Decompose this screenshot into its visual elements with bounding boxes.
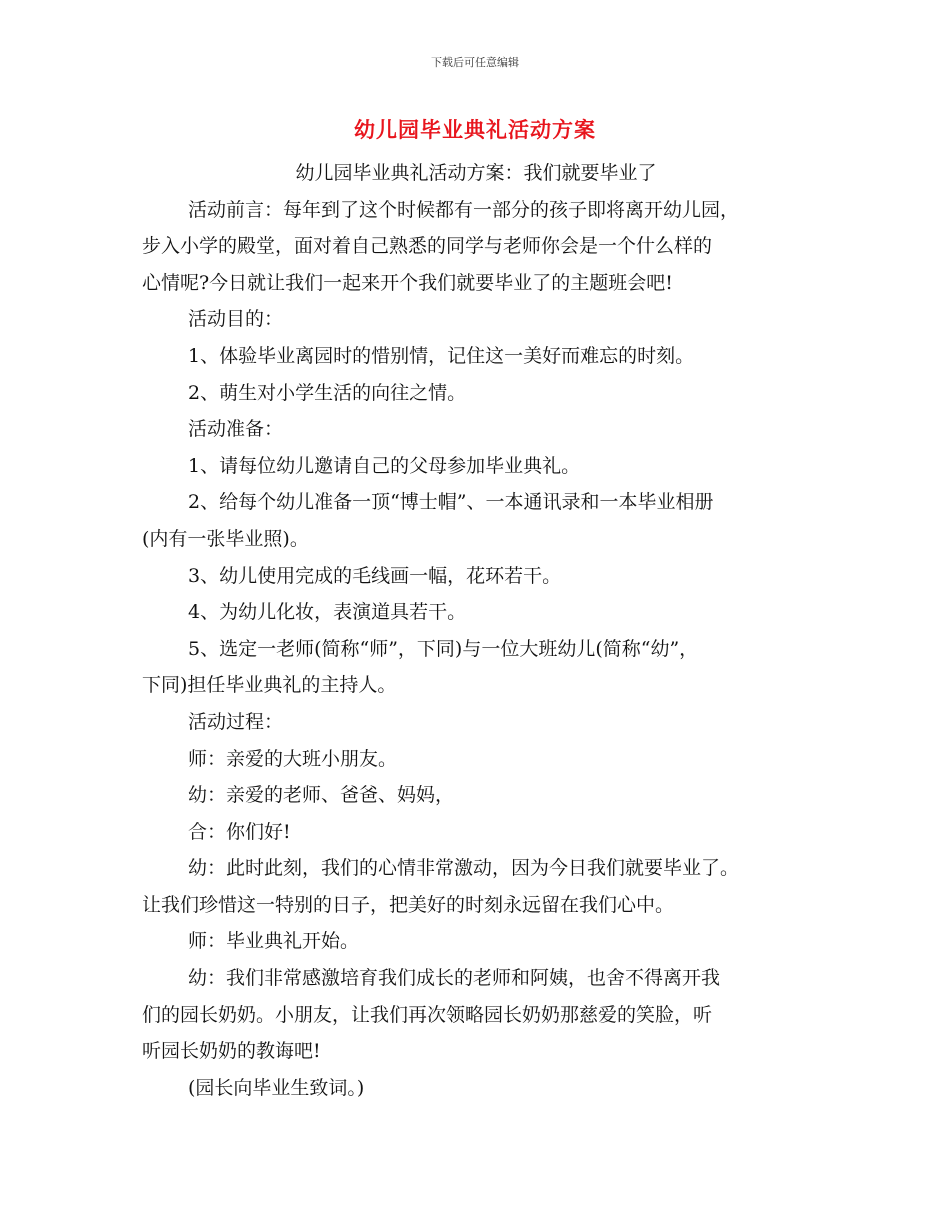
list-item: 3、幼儿使用完成的毛线画一幅，花环若干。 [188,564,562,587]
document-body [142,155,810,1106]
list-item: 1、体验毕业离园时的惜别情，记住这一美好而难忘的时刻。 [188,344,695,367]
section-heading: 活动目的： [188,308,284,331]
dialogue-line: 幼：亲爱的老师、爸爸、妈妈， [188,784,455,807]
dialogue-continuation: 听园长奶奶的教诲吧! [142,1040,321,1063]
list-item: 2、给每个幼儿准备一顶“博士帽”、一本通讯录和一本毕业相册 [188,491,714,514]
paragraph-line: 步入小学的殿堂，面对着自己熟悉的同学与老师你会是一个什么样的 [142,235,713,258]
stage-direction: (园长向毕业生致词。) [188,1076,365,1099]
dialogue-continuation: 让我们珍惜这一特别的日子，把美好的时刻永远留在我们心中。 [142,893,675,916]
list-item-continuation: 下同)担任毕业典礼的主持人。 [142,674,397,697]
list-item: 5、选定一老师(简称“师”，下同)与一位大班幼儿(简称“幼”， [188,637,699,660]
list-item: 4、为幼儿化妆，表演道具若干。 [188,601,467,624]
paragraph-line: 心情呢?今日就让我们一起来开个我们就要毕业了的主题班会吧! [142,271,673,294]
dialogue-line: 师：毕业典礼开始。 [188,930,360,953]
list-item: 2、萌生对小学生活的向往之情。 [188,381,467,404]
dialogue-line: 幼：我们非常感激培育我们成长的老师和阿姨，也舍不得离开我 [188,967,721,990]
list-item: 1、请每位幼儿邀请自己的父母参加毕业典礼。 [188,454,581,477]
section-heading: 活动过程： [188,710,284,733]
dialogue-line: 幼：此时此刻，我们的心情非常激动，因为今日我们就要毕业了。 [188,857,740,880]
document-title: 幼儿园毕业典礼活动方案 [354,118,596,142]
list-item-continuation: (内有一张毕业照)。 [142,527,309,550]
dialogue-line: 合：你们好! [188,820,291,843]
dialogue-continuation: 们的园长奶奶。小朋友，让我们再次领略园长奶奶那慈爱的笑脸，听 [142,1003,713,1026]
dialogue-line: 师：亲爱的大班小朋友。 [188,747,398,770]
section-heading: 活动准备： [188,418,284,441]
header-note: 下载后可任意编辑 [431,56,519,69]
subtitle-line: 幼儿园毕业典礼活动方案：我们就要毕业了 [295,162,657,184]
paragraph-line: 活动前言：每年到了这个时候都有一部分的孩子即将离开幼儿园， [188,198,740,221]
